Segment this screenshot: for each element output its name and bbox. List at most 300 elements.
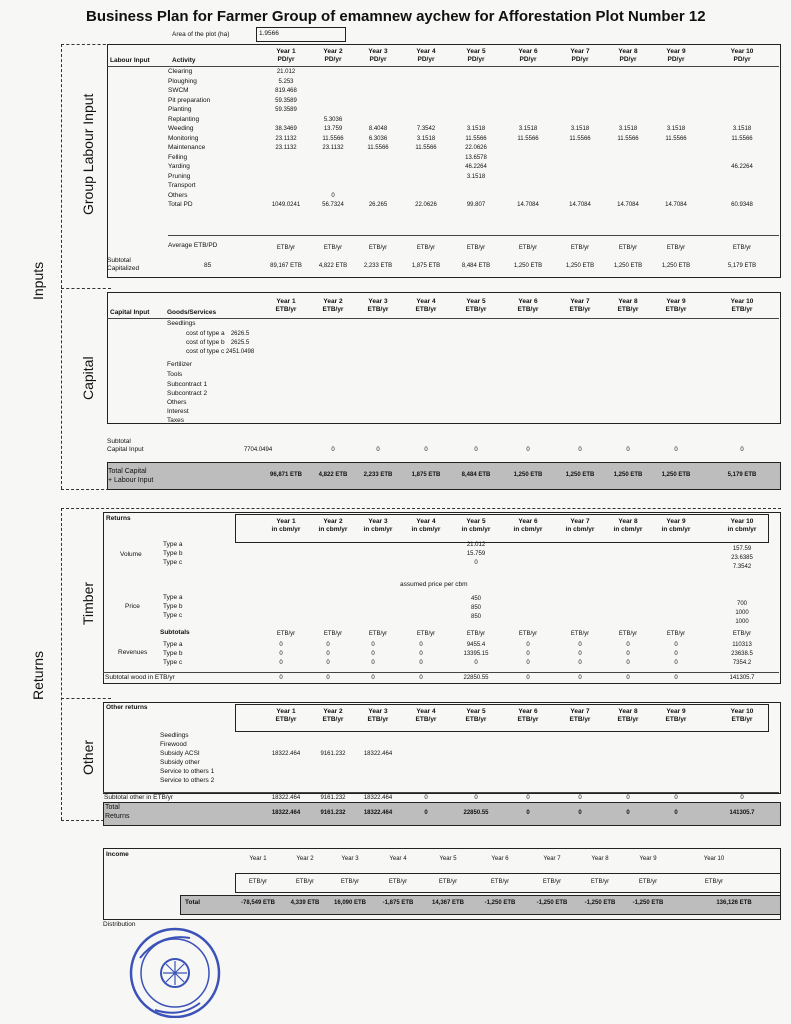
other-item-label: Subsidy ACSI bbox=[160, 750, 200, 757]
income-year: Year 9 bbox=[639, 856, 657, 862]
revenue-value: 0 bbox=[326, 660, 330, 666]
income-value: -1,250 ETB bbox=[632, 900, 664, 906]
labour-subtotal: 1,250 ETB bbox=[613, 263, 643, 269]
divider bbox=[61, 698, 111, 699]
wood-subtotal: 0 bbox=[326, 675, 330, 681]
revenue-value: 0 bbox=[419, 651, 423, 657]
total-return: 18322.464 bbox=[363, 810, 393, 816]
capital-year-header: Year 3 ETB/yr bbox=[367, 298, 389, 314]
labour-year-header: Year 8 PD/yr bbox=[618, 48, 638, 64]
total-return: 0 bbox=[424, 810, 428, 816]
divider bbox=[61, 508, 781, 509]
labour-cell: 11.5566 bbox=[617, 135, 639, 142]
labour-cell: 0 bbox=[331, 192, 335, 199]
total-return: 22850.55 bbox=[463, 810, 489, 816]
etb-unit: ETB/yr bbox=[518, 631, 538, 637]
labour-year-header: Year 3 PD/yr bbox=[368, 48, 388, 64]
other-year-header: Year 4 ETB/yr bbox=[415, 708, 437, 724]
revenue-value: 0 bbox=[279, 660, 283, 666]
income-value: 4,339 ETB bbox=[290, 900, 320, 906]
income-value: -78,549 ETB bbox=[240, 900, 276, 906]
etb-unit: ETB/yr bbox=[590, 879, 610, 885]
revenue-value: 0 bbox=[674, 651, 678, 657]
etb-unit: ETB/yr bbox=[490, 879, 510, 885]
plot-area-box bbox=[256, 27, 346, 42]
labour-year-header: Year 2 PD/yr bbox=[323, 48, 343, 64]
etb-unit: ETB/yr bbox=[618, 245, 638, 251]
labour-cell: 1049.0241 bbox=[271, 202, 301, 208]
timber-year-header: Year 4 in cbm/yr bbox=[411, 518, 441, 534]
labour-cell: 13.759 bbox=[323, 126, 343, 132]
labour-cell: 3.1518 bbox=[466, 126, 486, 132]
total-return: 141305.7 bbox=[729, 810, 755, 816]
income-total-label: Total bbox=[185, 899, 201, 906]
timber-year-header: Year 9 in cbm/yr bbox=[661, 518, 691, 534]
avg-value: 85 bbox=[204, 262, 212, 269]
other-item-label: Subsidy other bbox=[160, 759, 200, 766]
seed-cost-value: 2626.5 bbox=[230, 331, 250, 337]
revenue-value: 0 bbox=[326, 642, 330, 648]
etb-unit: ETB/yr bbox=[438, 879, 458, 885]
labour-subtotal: 1,875 ETB bbox=[411, 263, 441, 269]
activity-label: Ploughing bbox=[168, 77, 197, 85]
other-subtotal: 0 bbox=[424, 795, 428, 801]
other-year-header: Year 8 ETB/yr bbox=[617, 708, 639, 724]
timber-year-header: Year 6 in cbm/yr bbox=[513, 518, 543, 534]
other-year-header: Year 2 ETB/yr bbox=[322, 708, 344, 724]
etb-unit: ETB/yr bbox=[466, 631, 486, 637]
labour-subtotal: 89,167 ETB bbox=[270, 263, 302, 269]
labour-cell: 14.7084 bbox=[665, 202, 687, 208]
etb-unit: ETB/yr bbox=[388, 879, 408, 885]
labour-section-label: Labour Input bbox=[110, 57, 150, 64]
labour-cell: 14.7084 bbox=[569, 202, 591, 208]
labour-cell: 3.1518 bbox=[618, 126, 638, 132]
capital-year-header: Year 6 ETB/yr bbox=[517, 298, 539, 314]
other-subtotal: 0 bbox=[526, 795, 530, 801]
capital-total: 2,233 ETB bbox=[363, 472, 393, 478]
etb-unit: ETB/yr bbox=[666, 245, 686, 251]
inputs-border bbox=[61, 44, 62, 489]
total-return: 9161.232 bbox=[320, 810, 346, 816]
etb-unit: ETB/yr bbox=[368, 245, 388, 251]
avg-label: Average ETB/PD bbox=[168, 242, 218, 249]
income-value: 16,090 ETB bbox=[333, 900, 367, 906]
labour-subtotal: 2,233 ETB bbox=[363, 263, 393, 269]
total-capital-label: Total Capital + Labour Input bbox=[108, 468, 154, 485]
timber-year-header: Year 7 in cbm/yr bbox=[565, 518, 595, 534]
capital-item-label: cost of type a bbox=[186, 330, 225, 337]
capital-item-label: Others bbox=[167, 399, 187, 406]
total-returns-label: Total Returns bbox=[105, 804, 130, 820]
labour-year-header: Year 4 PD/yr bbox=[416, 48, 436, 64]
etb-unit: ETB/yr bbox=[570, 631, 590, 637]
other-item-label: Service to others 1 bbox=[160, 768, 215, 775]
income-year: Year 4 bbox=[389, 856, 407, 862]
other-year-header: Year 3 ETB/yr bbox=[367, 708, 389, 724]
revenues-label: Revenues bbox=[118, 649, 148, 656]
price-label: Price bbox=[125, 603, 140, 610]
capital-year-header: Year 9 ETB/yr bbox=[665, 298, 687, 314]
plot-area-label: Area of the plot (ha) bbox=[172, 31, 230, 38]
labour-cell: 11.5566 bbox=[517, 135, 539, 142]
labour-cell: 14.7084 bbox=[517, 202, 539, 208]
other-year-header: Year 1 ETB/yr bbox=[275, 708, 297, 724]
activity-label: Maintenance bbox=[168, 144, 206, 151]
etb-unit: ETB/yr bbox=[248, 879, 268, 885]
capital-item-label: cost of type b bbox=[186, 339, 225, 346]
other-subtotal: 0 bbox=[740, 795, 744, 801]
etb-unit: ETB/yr bbox=[416, 631, 436, 637]
revenue-value: 0 bbox=[371, 642, 375, 648]
distribution-label: Distribution bbox=[103, 921, 136, 928]
price-value: 850 bbox=[470, 614, 481, 620]
etb-unit: ETB/yr bbox=[732, 245, 752, 251]
other-subtotal: 18322.464 bbox=[271, 795, 301, 801]
labour-cell: 13.6578 bbox=[465, 154, 487, 161]
other-subtotal: 0 bbox=[626, 795, 630, 801]
volume-type-label: Type b bbox=[163, 550, 183, 557]
labour-subtotal: 5,179 ETB bbox=[727, 263, 757, 269]
group-labour-side-label: Group Labour Input bbox=[80, 93, 96, 215]
etb-unit: ETB/yr bbox=[276, 631, 296, 637]
revenue-value: 0 bbox=[626, 651, 630, 657]
capital-total: 1,250 ETB bbox=[613, 472, 643, 478]
revenue-value: 0 bbox=[279, 642, 283, 648]
volume-label: Volume bbox=[120, 551, 142, 558]
total-return: 18322.464 bbox=[271, 810, 301, 816]
capital-year-header: Year 4 ETB/yr bbox=[415, 298, 437, 314]
etb-unit: ETB/yr bbox=[704, 879, 724, 885]
capital-item-label: Fertilizer bbox=[167, 361, 192, 368]
revenue-value: 0 bbox=[326, 651, 330, 657]
inputs-side-label: Inputs bbox=[30, 261, 46, 300]
income-value: -1,250 ETB bbox=[484, 900, 516, 906]
volume-value: 15.759 bbox=[466, 551, 486, 557]
other-year-header: Year 7 ETB/yr bbox=[569, 708, 591, 724]
capital-year-header: Year 7 ETB/yr bbox=[569, 298, 591, 314]
capital-item-label: cost of type c bbox=[186, 348, 225, 355]
income-year: Year 8 bbox=[591, 856, 609, 862]
price-note: assumed price per cbm bbox=[400, 581, 468, 588]
labour-subtotal: 1,250 ETB bbox=[513, 263, 543, 269]
capital-subtotal: 0 bbox=[474, 447, 478, 453]
capital-total: 8,484 ETB bbox=[461, 472, 491, 478]
price-value: 450 bbox=[470, 596, 481, 602]
revenue-value: 0 bbox=[419, 660, 423, 666]
labour-cell: 23.1132 bbox=[275, 135, 297, 142]
revenue-value: 0 bbox=[279, 651, 283, 657]
income-year: Year 3 bbox=[341, 856, 359, 862]
labour-cell: 56.7324 bbox=[322, 202, 344, 208]
capital-total: 1,250 ETB bbox=[513, 472, 543, 478]
labour-cell: 46.2264 bbox=[465, 164, 487, 170]
price-value: 1000 bbox=[735, 610, 749, 616]
income-year: Year 6 bbox=[491, 856, 509, 862]
revenue-value: 0 bbox=[626, 642, 630, 648]
timber-year-header: Year 8 in cbm/yr bbox=[613, 518, 643, 534]
revenue-value: 0 bbox=[371, 660, 375, 666]
revenue-value: 0 bbox=[674, 660, 678, 666]
revenue-value: 0 bbox=[371, 651, 375, 657]
activity-label: SWCM bbox=[168, 87, 189, 94]
capital-year-header: Year 2 ETB/yr bbox=[322, 298, 344, 314]
revenue-type-label: Type b bbox=[163, 650, 183, 657]
etb-unit: ETB/yr bbox=[340, 879, 360, 885]
price-type-label: Type b bbox=[163, 603, 183, 610]
wood-subtotal: 0 bbox=[578, 675, 582, 681]
activity-header: Activity bbox=[172, 57, 196, 64]
labour-cell: 22.0626 bbox=[415, 202, 437, 208]
capital-total: 4,822 ETB bbox=[318, 472, 348, 478]
goods-header: Goods/Services bbox=[167, 309, 217, 316]
etb-unit: ETB/yr bbox=[276, 245, 296, 251]
capital-subtotal: 7704.0494 bbox=[243, 447, 273, 453]
revenue-value: 0 bbox=[526, 660, 530, 666]
income-value: 14,367 ETB bbox=[431, 900, 465, 906]
divider bbox=[103, 672, 779, 673]
volume-value: 157.59 bbox=[732, 546, 752, 552]
subtotals-label: Subtotals bbox=[160, 629, 190, 636]
revenue-type-label: Type a bbox=[163, 641, 183, 648]
revenue-value: 0 bbox=[474, 660, 478, 666]
plot-area-value: 1.9566 bbox=[259, 30, 279, 37]
etb-unit: ETB/yr bbox=[323, 245, 343, 251]
income-value: -1,875 ETB bbox=[382, 900, 414, 906]
income-year: Year 10 bbox=[703, 856, 725, 862]
capital-subtotal: 0 bbox=[424, 447, 428, 453]
etb-unit: ETB/yr bbox=[368, 631, 388, 637]
capital-subtotal: 0 bbox=[626, 447, 630, 453]
price-type-label: Type a bbox=[163, 594, 183, 601]
capital-total: 5,179 ETB bbox=[727, 472, 757, 478]
seed-cost-value: 2451.0498 bbox=[225, 349, 255, 355]
price-value: 1000 bbox=[735, 619, 749, 625]
divider bbox=[107, 66, 779, 67]
divider bbox=[61, 288, 111, 289]
acsi-value: 18322.464 bbox=[271, 751, 301, 757]
labour-cell: 11.5566 bbox=[465, 135, 487, 142]
etb-unit: ETB/yr bbox=[618, 631, 638, 637]
capital-subtotal: 0 bbox=[674, 447, 678, 453]
labour-cell: 3.1518 bbox=[570, 126, 590, 132]
capital-year-header: Year 5 ETB/yr bbox=[465, 298, 487, 314]
labour-cell: 8.4048 bbox=[368, 126, 388, 132]
other-year-header: Year 10 ETB/yr bbox=[730, 708, 754, 724]
capital-item-label: Interest bbox=[167, 408, 189, 415]
capitalized-label: Capitalized bbox=[107, 265, 140, 272]
labour-year-header: Year 6 PD/yr bbox=[518, 48, 538, 64]
other-side-label: Other bbox=[80, 739, 96, 775]
labour-year-header: Year 5 PD/yr bbox=[466, 48, 486, 64]
wood-subtotal: 0 bbox=[674, 675, 678, 681]
labour-subtotal: 1,250 ETB bbox=[565, 263, 595, 269]
price-type-label: Type c bbox=[163, 612, 183, 619]
other-subtotal-label: Subtotal other in ETB/yr bbox=[104, 794, 174, 801]
capital-item-label: Taxes bbox=[167, 417, 184, 424]
etb-unit: ETB/yr bbox=[542, 879, 562, 885]
labour-cell: 23.1132 bbox=[322, 145, 344, 151]
labour-cell: 3.1518 bbox=[518, 126, 538, 132]
timber-year-header: Year 5 in cbm/yr bbox=[461, 518, 491, 534]
revenue-value: 23638.5 bbox=[731, 651, 753, 657]
volume-value: 23.6385 bbox=[731, 555, 753, 561]
activity-label: Yarding bbox=[168, 163, 190, 170]
labour-cell: 3.1518 bbox=[416, 135, 436, 142]
income-value: -1,250 ETB bbox=[536, 900, 568, 906]
etb-unit: ETB/yr bbox=[295, 879, 315, 885]
revenue-value: 7354.2 bbox=[732, 660, 752, 666]
labour-cell: 5.3036 bbox=[323, 116, 343, 123]
activity-label: Felling bbox=[168, 153, 188, 161]
divider bbox=[103, 792, 779, 793]
other-subtotal: 9161.232 bbox=[320, 795, 346, 801]
etb-unit: ETB/yr bbox=[732, 631, 752, 637]
timber-year-header: Year 1 in cbm/yr bbox=[271, 518, 301, 534]
capital-item-label: Seedlings bbox=[167, 320, 196, 327]
labour-cell: 14.7084 bbox=[617, 202, 639, 208]
labour-subtotal: 1,250 ETB bbox=[661, 263, 691, 269]
revenue-value: 0 bbox=[578, 660, 582, 666]
revenue-value: 0 bbox=[526, 651, 530, 657]
other-year-header: Year 5 ETB/yr bbox=[465, 708, 487, 724]
other-item-label: Service to others 2 bbox=[160, 777, 215, 784]
capital-total: 1,250 ETB bbox=[565, 472, 595, 478]
etb-unit: ETB/yr bbox=[416, 245, 436, 251]
income-year: Year 5 bbox=[439, 856, 457, 862]
capital-subtotal: 0 bbox=[331, 447, 335, 453]
labour-cell: 6.3036 bbox=[368, 135, 388, 142]
seed-cost-value: 2625.5 bbox=[230, 340, 250, 346]
revenue-value: 0 bbox=[626, 660, 630, 666]
wood-subtotal: 0 bbox=[419, 675, 423, 681]
labour-year-header: Year 10 PD/yr bbox=[730, 48, 754, 64]
capital-total: 1,875 ETB bbox=[411, 472, 441, 478]
page-title: Business Plan for Farmer Group of emamnew aychew for Afforestation Plot Number 12 bbox=[86, 8, 706, 25]
other-item-label: Seedlings bbox=[160, 732, 189, 739]
labour-cell: 38.3469 bbox=[275, 126, 297, 132]
activity-label: Clearing bbox=[168, 68, 193, 75]
official-stamp bbox=[100, 918, 250, 1018]
labour-cell: 99.807 bbox=[466, 202, 486, 208]
labour-cell: 5.253 bbox=[278, 78, 294, 85]
activity-label: Planting bbox=[168, 106, 192, 113]
labour-cell: 60.9348 bbox=[731, 202, 753, 208]
subtotal-label: Subtotal bbox=[107, 257, 131, 264]
labour-cell: 11.5566 bbox=[731, 135, 753, 142]
etb-unit: ETB/yr bbox=[466, 245, 486, 251]
volume-value: 21.012 bbox=[466, 542, 486, 548]
labour-cell: 11.5566 bbox=[367, 145, 389, 151]
activity-label: Pruning bbox=[168, 172, 191, 180]
subtotal-wood-label: Subtotal wood in ETB/yr bbox=[105, 674, 175, 681]
labour-cell: 26.265 bbox=[368, 202, 388, 208]
etb-unit: ETB/yr bbox=[518, 245, 538, 251]
other-subtotal: 0 bbox=[474, 795, 478, 801]
labour-cell: 819.468 bbox=[275, 88, 297, 94]
price-value: 850 bbox=[470, 605, 481, 611]
total-return: 0 bbox=[674, 810, 678, 816]
labour-subtotal: 4,822 ETB bbox=[318, 263, 348, 269]
etb-unit: ETB/yr bbox=[638, 879, 658, 885]
other-year-header: Year 9 ETB/yr bbox=[665, 708, 687, 724]
other-subtotal: 0 bbox=[674, 795, 678, 801]
revenue-value: 9455.4 bbox=[466, 642, 486, 648]
returns-side-label: Returns bbox=[30, 650, 46, 700]
activity-label: Transport bbox=[168, 182, 196, 189]
price-value: 700 bbox=[736, 601, 747, 607]
wood-subtotal: 0 bbox=[279, 675, 283, 681]
income-value: -1,250 ETB bbox=[584, 900, 616, 906]
revenue-type-label: Type c bbox=[163, 659, 183, 666]
income-value: 136,126 ETB bbox=[716, 900, 752, 906]
labour-year-header: Year 1 PD/yr bbox=[276, 48, 296, 64]
revenue-value: 13395.15 bbox=[463, 651, 489, 657]
capital-year-header: Year 10 ETB/yr bbox=[730, 298, 754, 314]
wood-subtotal: 22850.55 bbox=[463, 675, 489, 681]
labour-cell: 46.2264 bbox=[731, 164, 753, 170]
labour-cell: 3.1518 bbox=[732, 126, 752, 132]
activity-label: Monitoring bbox=[168, 134, 199, 142]
timber-year-header: Year 2 in cbm/yr bbox=[318, 518, 348, 534]
labour-cell: 11.5566 bbox=[665, 135, 687, 142]
income-year: Year 2 bbox=[296, 856, 314, 862]
income-label: Income bbox=[106, 851, 129, 858]
etb-unit: ETB/yr bbox=[323, 631, 343, 637]
labour-cell: 23.1132 bbox=[275, 145, 297, 151]
capital-year-header: Year 1 ETB/yr bbox=[275, 298, 297, 314]
volume-value: 7.3542 bbox=[732, 564, 752, 570]
capital-side-label: Capital bbox=[80, 356, 96, 400]
etb-unit: ETB/yr bbox=[666, 631, 686, 637]
activity-label: Replanting bbox=[168, 115, 200, 123]
wood-subtotal: 0 bbox=[626, 675, 630, 681]
wood-subtotal: 0 bbox=[371, 675, 375, 681]
volume-value: 0 bbox=[474, 560, 478, 566]
returns-border bbox=[61, 508, 62, 820]
capital-subtotal-label: Subtotal Capital Input bbox=[107, 438, 144, 453]
divider bbox=[168, 235, 779, 236]
divider bbox=[61, 44, 111, 45]
acsi-value: 18322.464 bbox=[363, 751, 393, 757]
timber-side-label: Timber bbox=[80, 581, 96, 625]
revenue-value: 110313 bbox=[732, 642, 752, 648]
labour-cell: 22.0626 bbox=[465, 145, 487, 151]
capital-item-label: Subcontract 1 bbox=[167, 381, 208, 388]
other-item-label: Firewood bbox=[160, 741, 187, 748]
capital-subtotal: 0 bbox=[578, 447, 582, 453]
timber-year-header: Year 3 in cbm/yr bbox=[363, 518, 393, 534]
capital-total: 96,871 ETB bbox=[269, 472, 303, 478]
labour-cell: 11.5566 bbox=[322, 135, 344, 142]
other-section-label: Other returns bbox=[106, 704, 148, 711]
volume-type-label: Type c bbox=[163, 559, 183, 566]
acsi-value: 9161.232 bbox=[320, 751, 346, 757]
divider bbox=[107, 318, 779, 319]
other-subtotal: 0 bbox=[578, 795, 582, 801]
revenue-value: 0 bbox=[526, 642, 530, 648]
wood-subtotal: 0 bbox=[526, 675, 530, 681]
revenue-value: 0 bbox=[419, 642, 423, 648]
revenue-value: 0 bbox=[578, 642, 582, 648]
other-subtotal: 18322.464 bbox=[363, 795, 393, 801]
capital-subtotal: 0 bbox=[740, 447, 744, 453]
income-year: Year 1 bbox=[249, 856, 267, 862]
capital-section-label: Capital Input bbox=[110, 309, 150, 316]
capital-subtotal: 0 bbox=[526, 447, 530, 453]
total-return: 0 bbox=[626, 810, 630, 816]
activity-label: Others bbox=[168, 191, 188, 199]
